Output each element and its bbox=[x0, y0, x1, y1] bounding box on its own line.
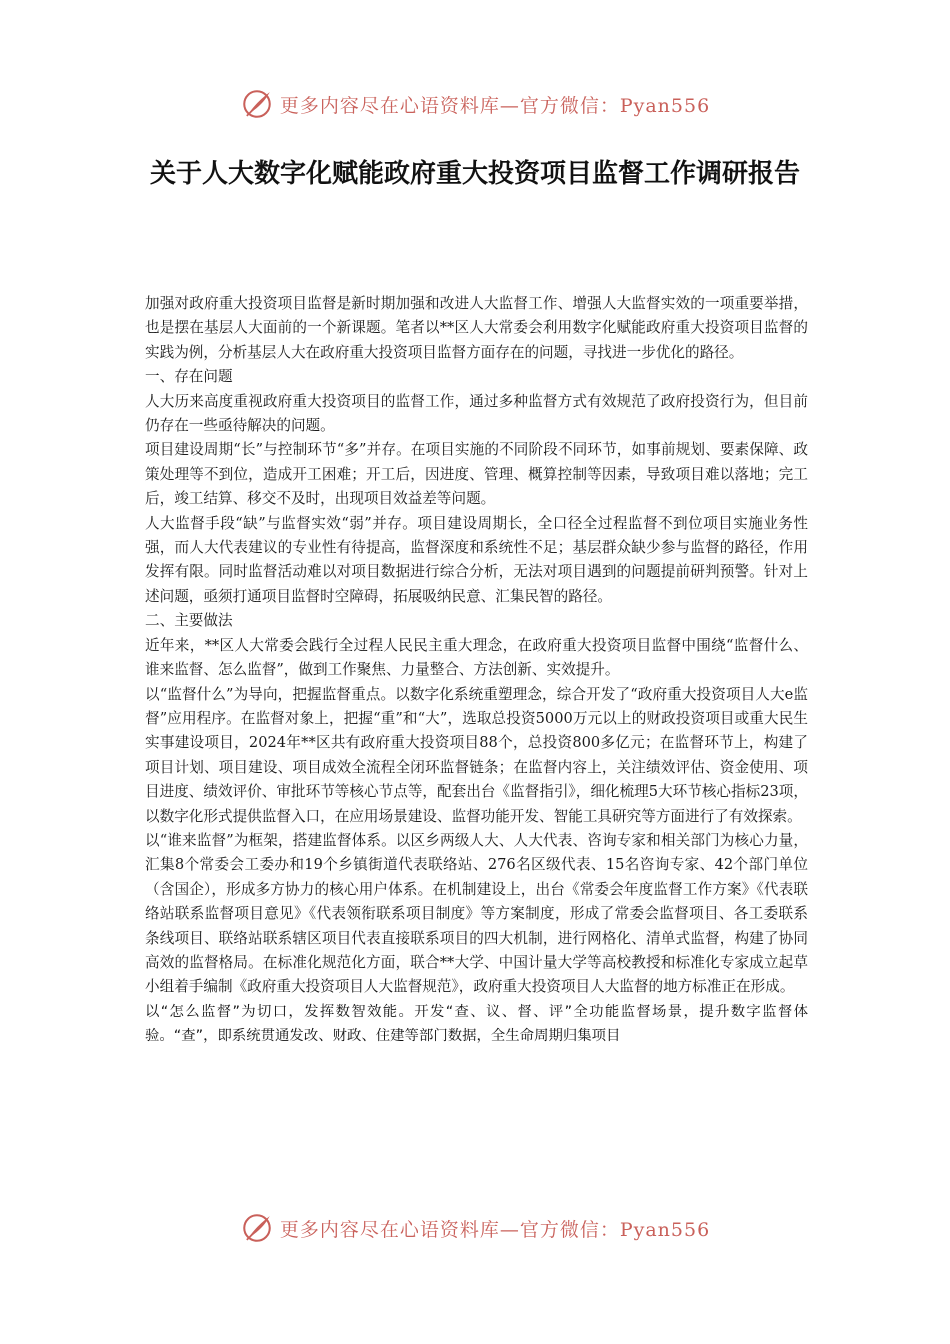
quill-logo-icon bbox=[240, 1211, 274, 1245]
document-body bbox=[145, 292, 808, 1049]
body-paragraph: 以“怎么监督”为切口，发挥数智效能。开发“查、议、督、评”全功能监督场景，提升数字监督体验。“查”，即系统贯通发改、财政、住建等部门数据，全生命周期归集项目 bbox=[145, 1003, 808, 1045]
intro-paragraph: 加强对政府重大投资项目监督是新时期加强和改进人大监督工作、增强人大监督实效的一项重要举措，也是摆在基层人大面前的一个新课题。笔者以**区人大常委会利用数字化赋能政府重大投资项目监督的实践为例，分析基层人大在政府重大投资项目监督方面存在的问题，寻找进一步优化的路径。 bbox=[145, 295, 808, 361]
watermark-text: 更多内容尽在心语资料库—官方微信：Pyan556 bbox=[279, 1218, 711, 1241]
watermark-text: 更多内容尽在心语资料库—官方微信：Pyan556 bbox=[279, 94, 711, 117]
section-heading: 一、存在问题 bbox=[145, 368, 233, 386]
body-paragraph: 项目建设周期“长”与控制环节“多”并存。在项目实施的不同阶段不同环节，如事前规划、要素保障、政策处理等不到位，造成开工困难；开工后，因进度、管理、概算控制等因素，导致项目难以落地；完工后，竣工结算、移交不及时，出现项目效益差等问题。 bbox=[145, 441, 808, 508]
body-paragraph: 以“监督什么”为导向，把握监督重点。以数字化系统重塑理念，综合开发了“政府重大投资项目人大e监督”应用程序。在监督对象上，把握“重”和“大”，选取总投资5000万元以上的财政投资项目或重大民生实事建设项目，2024年**区共有政府重大投资项目88个，总投资800多亿元；在监督环节上，构建了项目计划、项目建设、项目成效全流程全闭环监督链条；在监督内容上，关注绩效评估、资金使用、项目进度、绩效评价、审批环节等核心节点等，配套出台《监督指引》，细化梳理5大环节核心指标23项，以数字化形式提供监督入口，在应用场景建设、监督功能开发、智能工具研究等方面进行了有效探索。 bbox=[145, 685, 808, 825]
footer-watermark-banner bbox=[0, 1208, 950, 1248]
body-paragraph: 以“谁来监督”为框架，搭建监督体系。以区乡两级人大、人大代表、咨询专家和相关部门为核心力量，汇集8个常委会工委办和19个乡镇街道代表联络站、276名区级代表、15名咨询专家、42个部门单位（含国企），形成多方协力的核心用户体系。在机制建设上，出台《常委会年度监督工作方案》《代表联络站联系监督项目意见》《代表领衔联系项目制度》等方案制度，形成了常委会监督项目、各工委联系条线项目、联络站联系辖区项目代表直接联系项目的四大机制，进行网格化、清单式监督，构建了协同高效的监督格局。在标准化规范化方面，联合**大学、中国计量大学等高校教授和标准化专家成立起草小组着手编制《政府重大投资项目人大监督规范》，政府重大投资项目人大监督的地方标准正在形成。 bbox=[145, 831, 808, 996]
section-heading: 二、主要做法 bbox=[145, 612, 233, 630]
quill-logo-icon bbox=[240, 87, 274, 121]
body-paragraph: 近年来，**区人大常委会践行全过程人民民主重大理念，在政府重大投资项目监督中围绕“监督什么、谁来监督、怎么监督”，做到工作聚焦、力量整合、方法创新、实效提升。 bbox=[145, 636, 808, 679]
document-title: 关于人大数字化赋能政府重大投资项目监督工作调研报告 bbox=[149, 159, 800, 189]
header-watermark-banner bbox=[0, 84, 950, 124]
body-paragraph: 人大监督手段“缺”与监督实效“弱”并存。项目建设周期长，全口径全过程监督不到位项目实施业务性强，而人大代表建议的专业性有待提高，监督深度和系统性不足；基层群众缺少参与监督的路径，作用发挥有限。同时监督活动难以对项目数据进行综合分析，无法对项目遇到的问题提前研判预警。针对上述问题，亟须打通项目监督时空障碍，拓展吸纳民意、汇集民智的路径。 bbox=[145, 514, 808, 605]
body-paragraph: 人大历来高度重视政府重大投资项目的监督工作，通过多种监督方式有效规范了政府投资行为，但目前仍存在一些亟待解决的问题。 bbox=[145, 392, 808, 435]
